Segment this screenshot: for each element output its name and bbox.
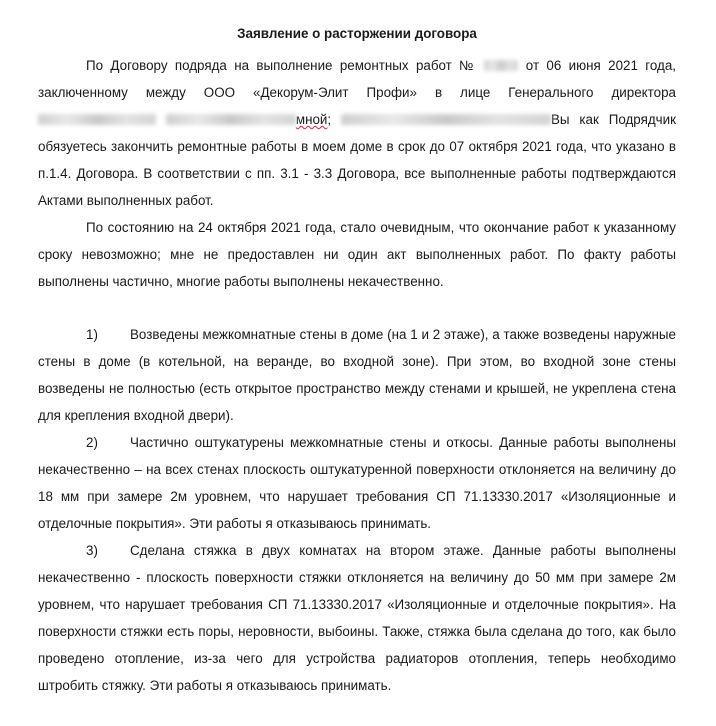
spacer <box>38 295 676 321</box>
redacted-customer-name <box>341 114 551 125</box>
list-item-1 <box>38 321 676 429</box>
list-item-number: 1) <box>86 327 98 342</box>
redacted-director-name <box>38 114 156 125</box>
paragraph-contract <box>38 52 676 214</box>
document-title: Заявление о расторжении договора <box>237 26 477 41</box>
contract-text-d: Вы как Подрядчик обязуетесь закончить ремонтные работы в моем доме в срок до 07 октября 2021 года, что указано в п.1.4. Договора. В соответствии с пп. 3.1 - 3.3 Договора, все выполненные работы подтверждаются Актами выполненных работ. <box>38 112 676 208</box>
list-item-2 <box>38 429 676 537</box>
list-item-text: Частично оштукатурены межкомнатные стены и откосы. Данные работы выполнены некачественно – на всех стенах плоскость оштукатуренной поверхности отклоняется на величину до 18 мм при замере 2м уровнем, что нарушает требования СП 71.13330.2017 «Изоляционные и отделочные покрытия». Эти работы я отказываюсь принимать. <box>38 435 676 531</box>
misspelled-word: мной <box>295 112 328 127</box>
list-item-number: 3) <box>86 543 98 558</box>
paragraph-status: По состоянию на 24 октября 2021 года, стало очевидным, что окончание работ к указанному сроку невозможно; мне не предоставлен ни один акт выполненных работ. По факту работы выполнены частично, многие работы выполнены некачественно. <box>38 220 676 289</box>
list-item-3 <box>38 537 676 699</box>
list-item-text: Возведены межкомнатные стены в доме (на 1 и 2 этаже), а также возведены наружные стены в доме (в котельной, на веранде, во входной зоне). При этом, во входной зоне стены возведены не полностью (есть открытое пространство между стенами и крышей, не укреплена стена для крепления входной двери). <box>38 327 676 423</box>
redacted-contract-number <box>484 60 518 71</box>
contract-text-c: ; <box>327 112 332 127</box>
list-item-text: Сделана стяжка в двух комнатах на втором этаже. Данные работы выполнены некачественно - плоскость поверхности стяжки отклоняется на величину до 50 мм при замере 2м уровнем, что нарушает требования СП 71.13330.2017 «Изоляционные и отделочные покрытия». На поверхности стяжки есть поры, неровности, выбоины. Также, стяжка была сделана до того, как было проведено отопление, из-за чего для устройства радиаторов отопления, теперь необходимо штробить стяжку. Эти работы я отказываюсь принимать. <box>38 543 676 693</box>
contract-text-a: По Договору подряда на выполнение ремонтных работ № <box>86 58 478 73</box>
contract-text-b: от 06 июня 2021 года, заключенному между ООО «Декорум-Элит Профи» в лице Генерального директора <box>38 58 676 100</box>
redacted-director-name-2 <box>166 114 296 125</box>
list-item-number: 2) <box>86 435 98 450</box>
